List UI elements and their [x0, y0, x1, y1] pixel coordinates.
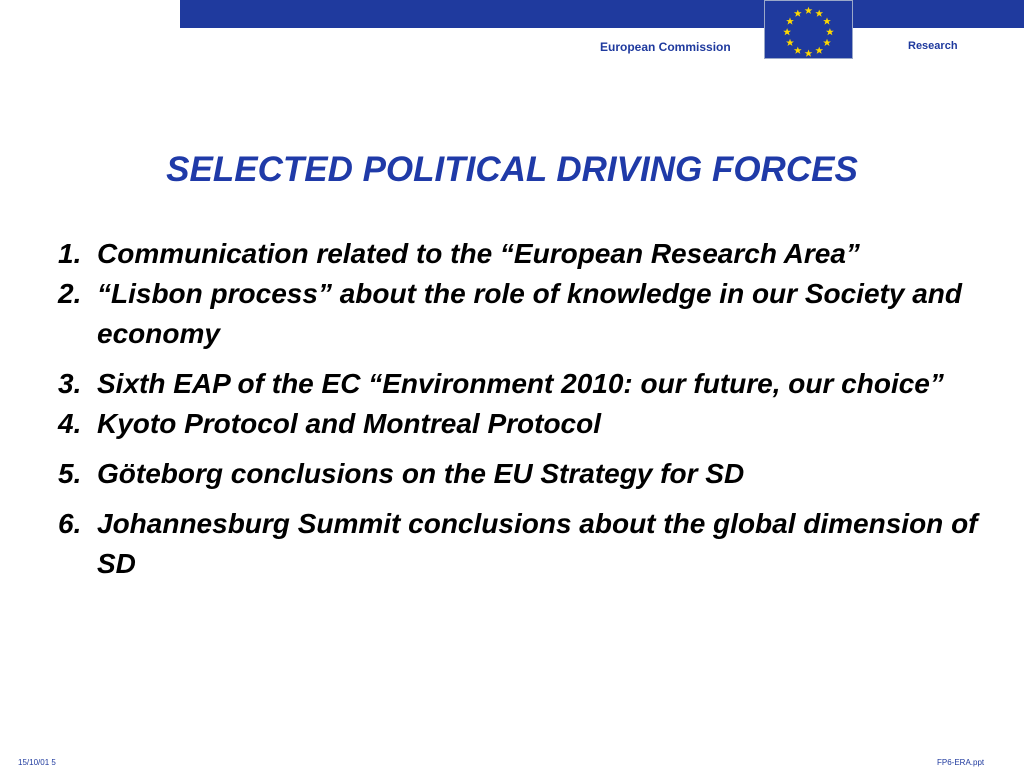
list-item-text: Kyoto Protocol and Montreal Protocol: [97, 408, 602, 439]
footer-filename: FP6-ERA.ppt: [937, 758, 985, 767]
header-research: Research: [908, 40, 958, 52]
list-item-number: 5.: [58, 458, 82, 489]
list-item: [58, 404, 978, 444]
header-band: [180, 0, 1024, 28]
list-item-text: “Lisbon process” about the role of knowledge in our Society and economy: [97, 278, 962, 349]
list-item: [58, 274, 978, 354]
list-item-number: 6.: [58, 508, 82, 539]
list-item-text: Sixth EAP of the EC “Environment 2010: our future, our choice”: [97, 368, 944, 399]
list-item: [58, 454, 978, 494]
list-item: [58, 504, 978, 584]
list-item-number: 2.: [58, 278, 82, 309]
footer-date-page: 15/10/01 5: [18, 758, 56, 767]
list-item-text: Communication related to the “European Research Area”: [97, 238, 860, 269]
driving-forces-list: [58, 234, 978, 584]
list-item-number: 3.: [58, 368, 82, 399]
list-item: [58, 364, 978, 404]
list-item-text: Göteborg conclusions on the EU Strategy for SD: [97, 458, 745, 489]
eu-flag-icon: [764, 0, 853, 59]
slide-title: SELECTED POLITICAL DRIVING FORCES: [166, 150, 858, 189]
list-item: [58, 234, 978, 274]
list-item-number: 4.: [58, 408, 82, 439]
list-item-text: Johannesburg Summit conclusions about the global dimension of SD: [97, 508, 978, 579]
header-european-commission: European Commission: [600, 40, 731, 54]
list-item-number: 1.: [58, 238, 82, 269]
